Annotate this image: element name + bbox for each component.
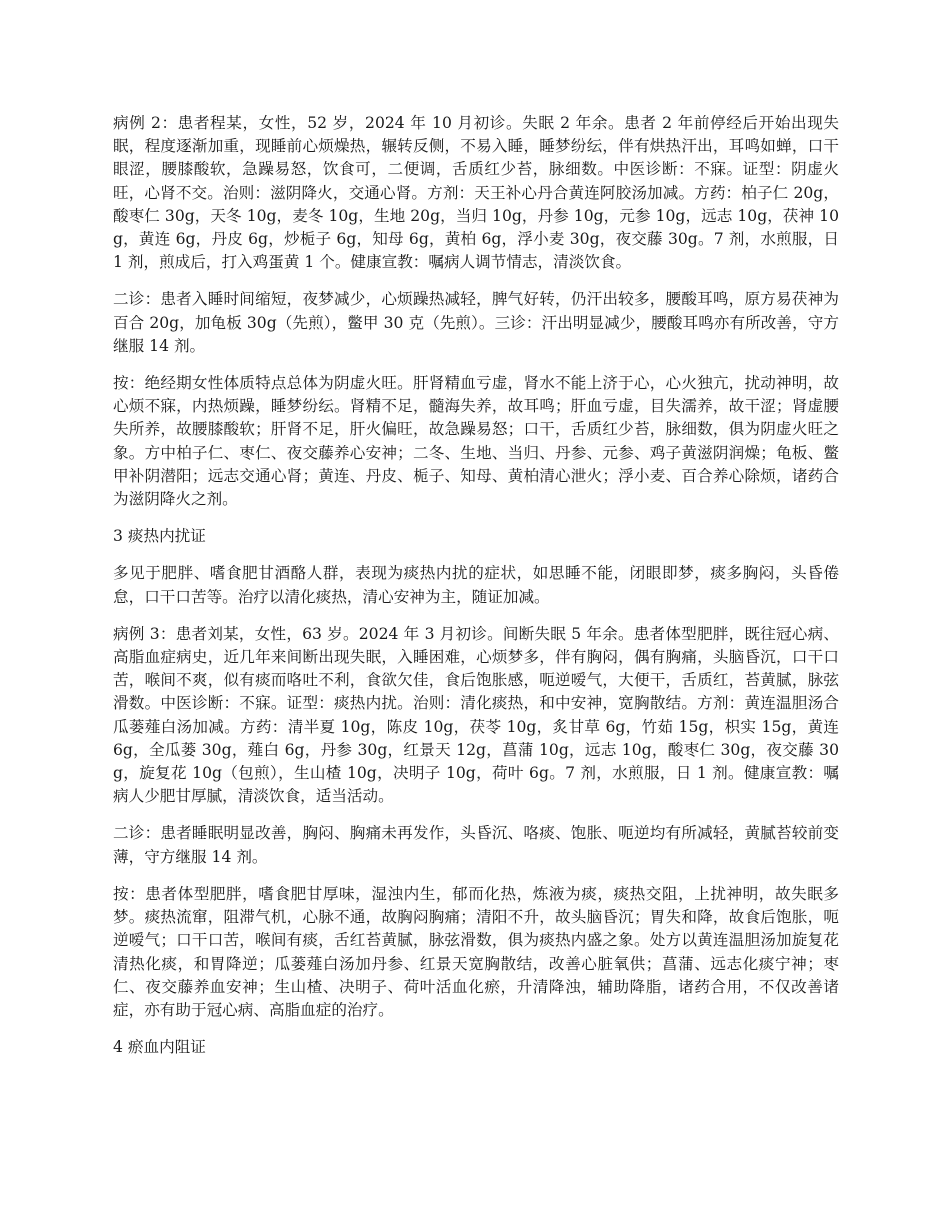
document-body (113, 112, 839, 1073)
case-2-commentary-paragraph: 按：绝经期女性体质特点总体为阴虚火旺。肝肾精血亏虚，肾水不能上济于心，心火独亢，扰动神明，故心烦不寐，内热烦躁，睡梦纷纭。肾精不足，髓海失养，故耳鸣；肝血亏虚，目失濡养，故干涩；肾虚腰失所养，故腰膝酸软；肝肾不足，肝火偏旺，故急躁易怒；口干，舌质红少苔，脉细数，俱为阴虚火旺之象。方中柏子仁、枣仁、夜交藤养心安神；二冬、生地、当归、丹参、元参、鸡子黄滋阴润燥；龟板、鳖甲补阴潜阳；远志交通心肾；黄连、丹皮、栀子、知母、黄柏清心泄火；浮小麦、百合养心除烦，诸药合为滋阴降火之剂。 (113, 374, 839, 509)
section-3-intro-paragraph: 多见于肥胖、嗜食肥甘酒酪人群，表现为痰热内扰的症状，如思睡不能，闭眼即梦，痰多胸闷，头昏倦怠，口干口苦等。治疗以清化痰热，清心安神为主，随证加减。 (113, 564, 839, 606)
case-3-followup-paragraph: 二诊：患者睡眠明显改善，胸闷、胸痛未再发作，头昏沉、咯痰、饱胀、呃逆均有所减轻，黄腻苔较前变薄，守方继服 14 剂。 (113, 824, 839, 866)
case-3-paragraph: 病例 3：患者刘某，女性，63 岁。2024 年 3 月初诊。间断失眠 5 年余。患者体型肥胖，既往冠心病、高脂血症病史，近几年来间断出现失眠，入睡困难，心烦梦多，伴有胸闷，偶有胸痛，头脑昏沉，口干口苦，喉间不爽，似有痰而咯吐不利，食欲欠佳，食后饱胀感，呃逆嗳气，大便干，舌质红，苔黄腻，脉弦滑数。中医诊断：不寐。证型：痰热内扰。治则：清化痰热，和中安神，宽胸散结。方剂：黄连温胆汤合瓜蒌薤白汤加减。方药：清半夏 10g，陈皮 10g，茯苓 10g，炙甘草 6g，竹茹 15g，枳实 15g，黄连 6g，全瓜蒌 30g，薤白 6g，丹参 30g，红景天 12g，菖蒲 10g，远志 10g，酸枣仁 30g，夜交藤 30g，旋复花 10g（包煎），生山楂 10g，决明子 10g，荷叶 6g。7 剂，水煎服，日 1 剂。健康宣教：嘱病人少肥甘厚腻，清淡饮食，适当活动。 (113, 624, 839, 806)
case-3-commentary-paragraph: 按：患者体型肥胖，嗜食肥甘厚味，湿浊内生，郁而化热，炼液为痰，痰热交阻，上扰神明，故失眠多梦。痰热流窜，阻滞气机，心脉不通，故胸闷胸痛；清阳不升，故头脑昏沉；胃失和降，故食后饱胀，呃逆嗳气；口干口苦，喉间有痰，舌红苔黄腻，脉弦滑数，俱为痰热内盛之象。处方以黄连温胆汤加旋复花清热化痰，和胃降逆；瓜蒌薤白汤加丹参、红景天宽胸散结，改善心脏氧供；菖蒲、远志化痰宁神；枣仁、夜交藤养血安神；生山楂、决明子、荷叶活血化瘀，升清降浊，辅助降脂，诸药合用，不仅改善诸症，亦有助于冠心病、高脂血症的治疗。 (113, 884, 839, 1019)
case-2-followup-paragraph: 二诊：患者入睡时间缩短，夜梦减少，心烦躁热减轻，脾气好转，仍汗出较多，腰酸耳鸣，原方易茯神为百合 20g，加龟板 30g（先煎），鳖甲 30 克（先煎）。三诊：汗出明显减少，腰酸耳鸣亦有所改善，守方继服 14 剂。 (113, 290, 839, 355)
case-2-paragraph: 病例 2：患者程某，女性，52 岁，2024 年 10 月初诊。失眠 2 年余。患者 2 年前停经后开始出现失眠，程度逐渐加重，现睡前心烦燥热，辗转反侧，不易入睡，睡梦纷纭，伴有烘热汗出，耳鸣如蝉，口干眼涩，腰膝酸软，急躁易怒，饮食可，二便调，舌质红少苔，脉细数。中医诊断：不寐。证型：阴虚火旺，心肾不交。治则：滋阴降火，交通心肾。方剂：天王补心丹合黄连阿胶汤加减。方药：柏子仁 20g，酸枣仁 30g，天冬 10g，麦冬 10g，生地 20g，当归 10g，丹参 10g，元参 10g，远志 10g，茯神 10g，黄连 6g，丹皮 6g，炒栀子 6g，知母 6g，黄柏 6g，浮小麦 30g，夜交藤 30g。7 剂，水煎服，日 1 剂，煎成后，打入鸡蛋黄 1 个。健康宣教：嘱病人调节情志，清淡饮食。 (113, 114, 839, 272)
section-heading-4: 4 瘀血内阻证 (113, 1038, 206, 1057)
section-heading-3: 3 痰热内扰证 (113, 527, 206, 546)
